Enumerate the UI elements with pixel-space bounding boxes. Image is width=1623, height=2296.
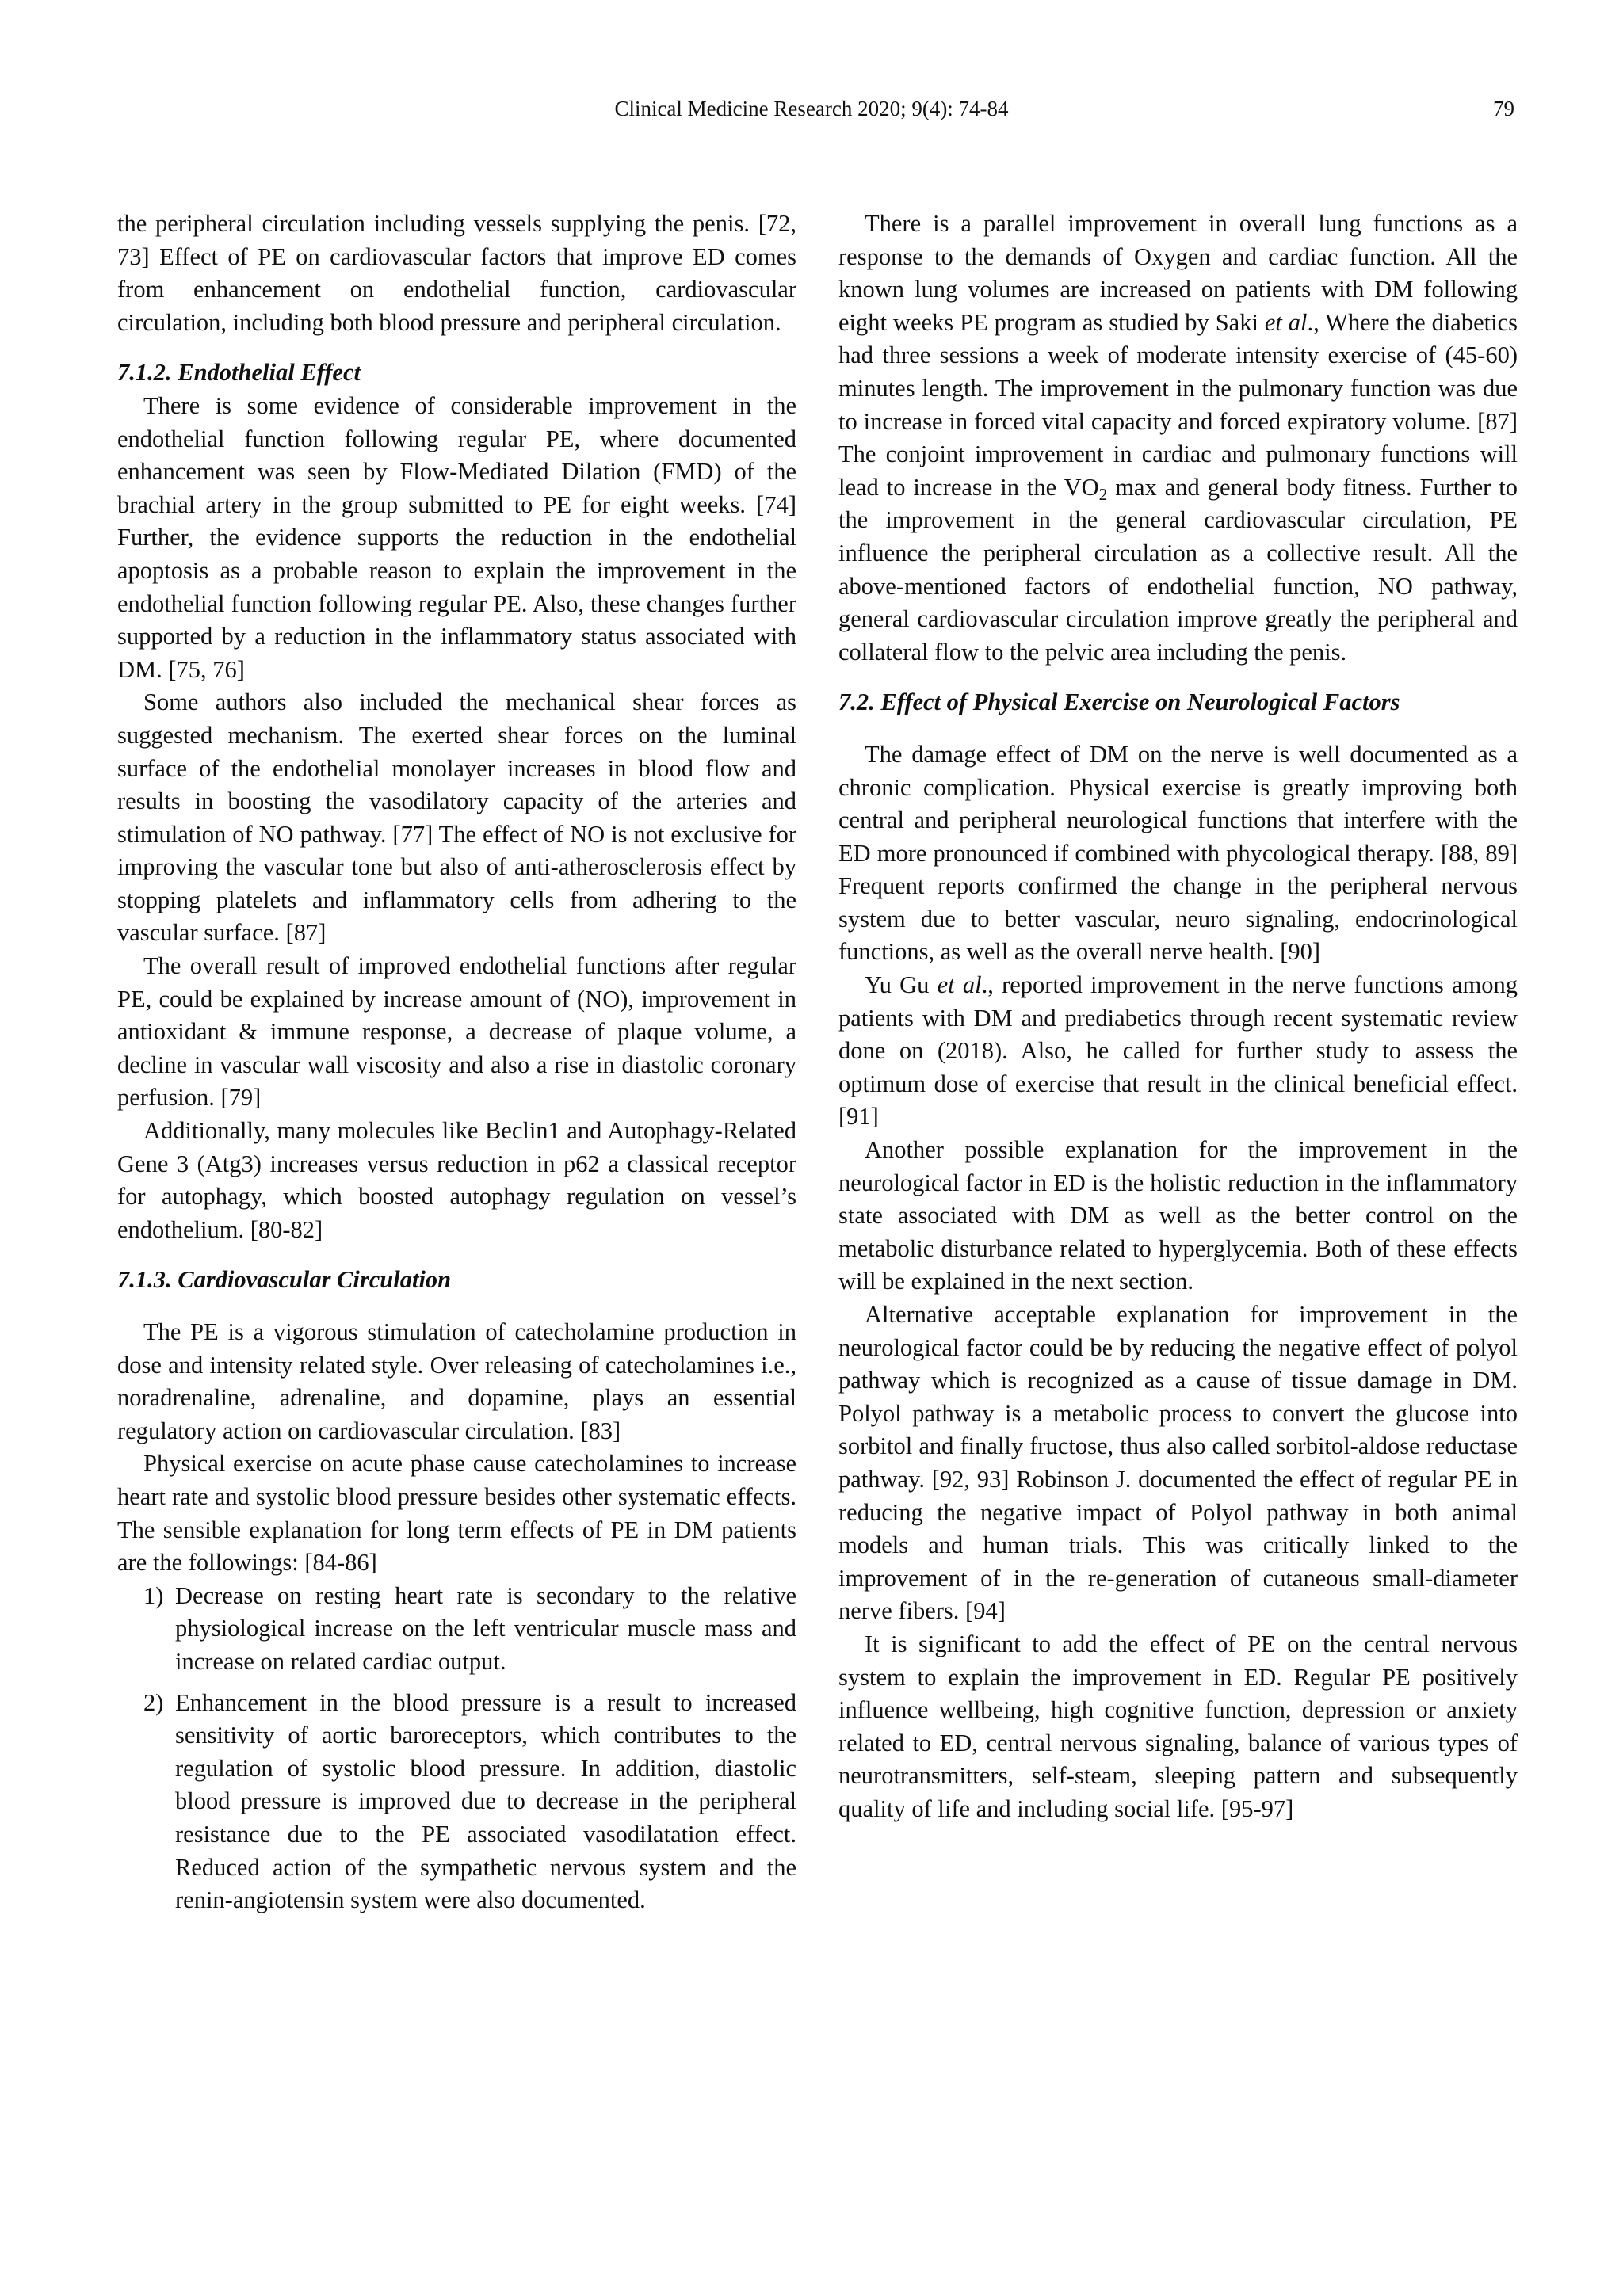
paragraph-neurological-3: Another possible explanation for the improvement in the neurological factor in ED is the holistic reduction in the inflammatory state associated with DM as well as the better control on the metabolic disturbance related to hyperglycemia. Both of these effects will be explained in the next section. — [838, 1136, 1518, 1295]
list-item-number: 2) — [143, 1688, 164, 1716]
text-run: There is a parallel improvement in overall lung functions as a response to the demands of Oxygen and cardiac function. All the known lung volumes are increased on patients with DM following eight weeks PE program as studied by Saki — [838, 210, 1518, 336]
paragraph-intro: the peripheral circulation including vessels supplying the penis. [72, 73] Effect of PE on cardiovascular factors that improve ED comes from enhancement on endothelial function, cardiovascular circulation, including both blood pressure and peripheral circulation. — [117, 210, 796, 336]
paragraph-endothelial-3: The overall result of improved endothelial functions after regular PE, could be explained by increase amount of (NO), improvement in antioxidant & immune response, a decrease of plaque volume, a decline in vascular wall viscosity and also a rise in diastolic coronary perfusion. [79] — [117, 952, 796, 1112]
paragraph-endothelial-1: There is some evidence of considerable improvement in the endothelial function following regular PE, where documented enhancement was seen by Flow-Mediated Dilation (FMD) of the brachial artery in the group submitted to PE for eight weeks. [74] Further, the evidence supports the reduction in the endothelial apoptosis as a probable reason to explain the improvement in the endothelial function following regular PE. Also, these changes further supported by a reduction in the inflammatory status associated with DM. [75, 76] — [117, 391, 796, 683]
list-item-text: Decrease on resting heart rate is secondary to the relative physiological increase on the left ventricular muscle mass and increase on related cardiac output. — [175, 1581, 796, 1675]
page-number: 79 — [1493, 97, 1514, 120]
section-heading-neurological-factors: 7.2. Effect of Physical Exercise on Neurological Factors — [838, 688, 1400, 716]
paragraph-neurological-1: The damage effect of DM on the nerve is well documented as a chronic complication. Physical exercise is greatly improving both central and peripheral neurological functions that interfere with the ED more pronounced if combined with phycological therapy. [88, 89] Frequent reports confirmed the change in the peripheral nervous system due to better vascular, neuro signaling, endocrinological functions, as well as the overall nerve health. [90] — [838, 740, 1518, 966]
journal-citation: Clinical Medicine Research 2020; 9(4): 74-84 — [614, 97, 1009, 120]
numbered-list — [117, 1580, 796, 1917]
section-heading-cardiovascular-circulation: 7.1.3. Cardiovascular Circulation — [117, 1266, 452, 1294]
italic-text: et al — [1264, 308, 1308, 336]
paragraph-endothelial-2: Some authors also included the mechanical shear forces as suggested mechanism. The exerted shear forces on the luminal surface of the endothelial monolayer increases in blood flow and results in boosting the vasodilatory capacity of the arteries and stimulation of NO pathway. [77] The effect of NO is not exclusive for improving the vascular tone but also of anti-atherosclerosis effect by stopping platelets and inflammatory cells from adhering to the vascular surface. [87] — [117, 688, 796, 947]
page-header — [0, 97, 1623, 128]
paragraph-neurological-4: Alternative acceptable explanation for improvement in the neurological factor could be by reducing the negative effect of polyol pathway which is recognized as a cause of tissue damage in DM. Polyol pathway is a metabolic process to convert the glucose into sorbitol and finally fructose, thus also called sorbitol-aldose reductase pathway. [92, 93] Robinson J. documented the effect of regular PE in reducing the negative impact of Polyol pathway in both animal models and human trials. This was critically linked to the improvement of in the re-generation of cutaneous small-diameter nerve fibers. [94] — [838, 1301, 1518, 1625]
paragraph-cardiovascular-2: Physical exercise on acute phase cause catecholamines to increase heart rate and systolic blood pressure besides other systematic effects. The sensible explanation for long term effects of PE in DM patients are the followings: [84-86] — [117, 1450, 796, 1577]
subscript: 2 — [1098, 484, 1108, 504]
text-run: ., Where the diabetics had three sessions a week of moderate intensity exercise of (45-60) minutes length. The improvement in the pulmonary function was due to increase in forced vital capacity and forced expiratory volume. [87] The conjoint improvement in cardiac and pulmonary functions will lead to increase in the VO — [838, 308, 1518, 501]
list-item-number: 1) — [143, 1581, 164, 1609]
paragraph-neurological-2 — [838, 969, 1518, 1134]
text-run: ., reported improvement in the nerve functions among patients with DM and prediabetics through recent systematic review done on (2018). Also, he called for further study to assess the optimum dose of exercise that result in the clinical beneficial effect. [91] — [838, 971, 1518, 1131]
left-column — [117, 208, 796, 1925]
right-column — [838, 208, 1518, 1826]
paragraph-neurological-5: It is significant to add the effect of PE on the central nervous system to explain the improvement in ED. Regular PE positively influence wellbeing, high cognitive function, depression or anxiety related to ED, central nervous signaling, balance of various types of neurotransmitters, self-steam, sleeping pattern and subsequently quality of life and including social life. [95-97] — [838, 1630, 1518, 1822]
list-item-text: Enhancement in the blood pressure is a result to increased sensitivity of aortic baroreceptors, which contributes to the regulation of systolic blood pressure. In addition, diastolic blood pressure is improved due to decrease in the peripheral resistance due to the PE associated vasodilatation effect. Reduced action of the sympathetic nervous system and the renin-angiotensin system were also documented. — [175, 1688, 796, 1914]
list-item — [117, 1687, 796, 1917]
paragraph-lung-function — [838, 208, 1518, 669]
italic-text: et al — [937, 971, 982, 999]
text-run: max and general body fitness. Further to the improvement in the general cardiovascular circulation, PE influence the peripheral circulation as a collective result. All the above-mentioned factors of endothelial function, NO pathway, general cardiovascular circulation improve greatly the peripheral and collateral flow to the pelvic area including the penis. — [838, 473, 1518, 666]
section-heading-endothelial-effect: 7.1.2. Endothelial Effect — [117, 359, 361, 387]
text-run: Yu Gu — [865, 971, 938, 999]
paragraph-cardiovascular-1: The PE is a vigorous stimulation of catecholamine production in dose and intensity related style. Over releasing of catecholamines i.e., noradrenaline, adrenaline, and dopamine, plays an essential regulatory action on cardiovascular circulation. [83] — [117, 1318, 796, 1444]
list-item — [117, 1580, 796, 1679]
paragraph-endothelial-4: Additionally, many molecules like Beclin1 and Autophagy-Related Gene 3 (Atg3) increases versus reduction in p62 a classical receptor for autophagy, which boosted autophagy regulation on vessel’s endothelium. [80-82] — [117, 1117, 796, 1243]
